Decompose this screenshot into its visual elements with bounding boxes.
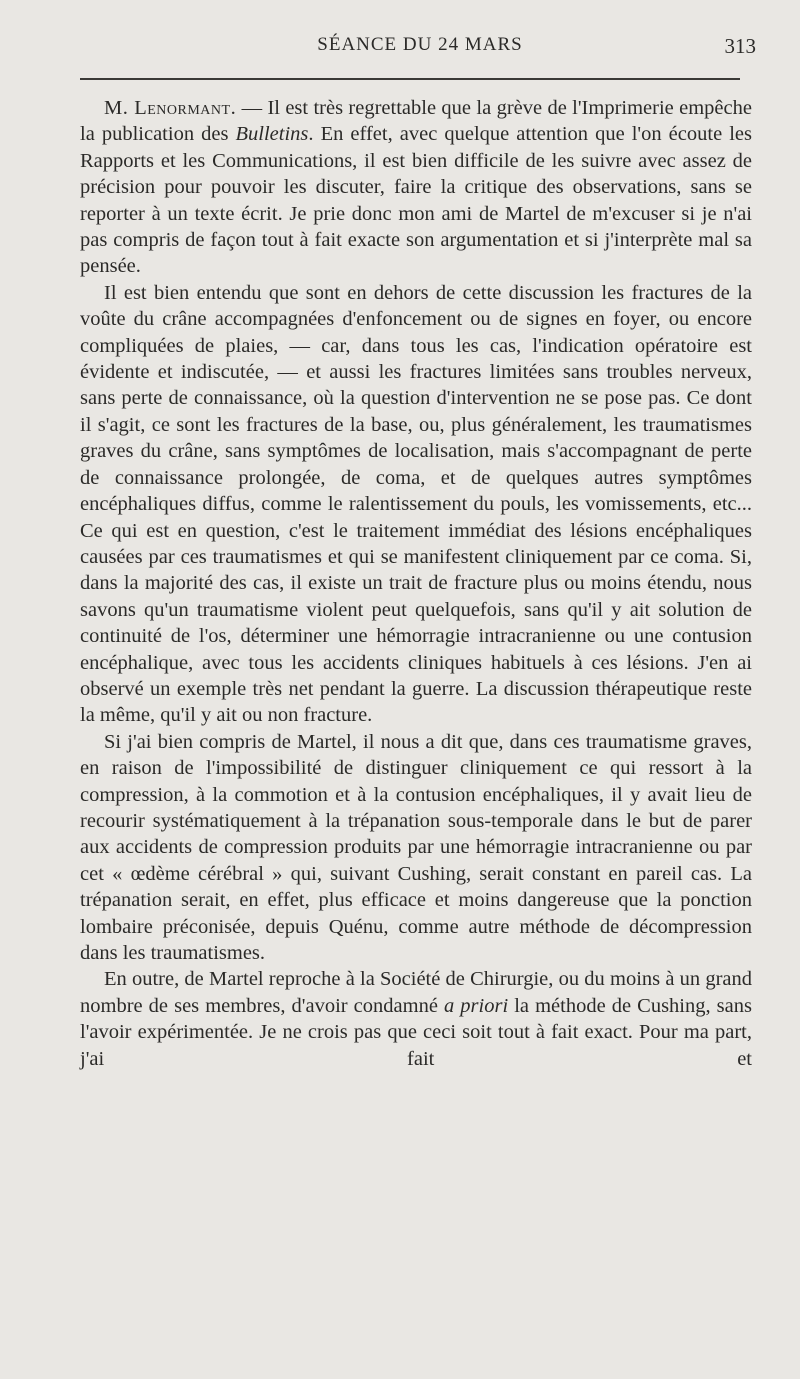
paragraph-1: [80, 95, 752, 280]
paragraph-1-text: — Il est très regrettable que la grève de l'Imprimerie empêche la publication des: [80, 97, 752, 146]
page-header: [80, 34, 760, 64]
paragraph-2: Il est bien entendu que sont en dehors de cette discussion les fractures de la voûte du crâne accompagnées d'enfoncement ou de signes en foyer, ou encore compliquées de plaies, — car, dans tous les cas, l'indication opératoire est évidente et indiscutée, — et aussi les fractures limitées sans troubles nerveux, sans perte de connaissance, où la question d'intervention ne se pose pas. Ce dont il s'agit, ce sont les fractures de la base, ou, plus généralement, les traumatismes graves du crâne, sans symptômes de localisation, mais s'accompagnant de perte de connaissance prolongée, de coma, et de quelques autres symptômes encéphaliques diffus, comme le ralentissement du pouls, les vomissements, etc... Ce qui est en question, c'est le traitement immédiat des lésions encéphaliques causées par ces traumatismes et qui se manifestent cliniquement par ce coma. Si, dans la majorité des cas, il existe un trait de fracture plus ou moins étendu, nous savons qu'un traumatisme violent peut quelquefois, sans qu'il y ait solution de continuité de l'os, déterminer une hémorragie intracranienne ou une contusion encéphalique, avec tous les accidents cliniques habituels à ces lésions. J'en ai observé un exemple très net pendant la guerre. La discussion thérapeutique reste la même, qu'il y ait ou non fracture.: [80, 281, 752, 727]
paragraph-3: Si j'ai bien compris de Martel, il nous a dit que, dans ces traumatisme graves, en raison de l'impossibilité de distinguer cliniquement ce qui ressort à la compression, à la commotion et à la contusion encéphaliques, il y avait lieu de recourir systématiquement à la trépanation sous-temporale dans le but de parer aux accidents de compression produits par une hémorragie intracranienne ou par cet « œdème cérébral » qui, suivant Cushing, serait constant en pareil cas. La trépanation serait, en effet, plus efficace et moins dangereuse que la ponction lombaire préconisée, depuis Quénu, comme autre méthode de décompression dans les traumatismes.: [80, 730, 752, 964]
speaker-name: M. Lenormant.: [104, 97, 237, 119]
running-title: SÉANCE DU 24 MARS: [317, 34, 523, 55]
body-text: [80, 95, 752, 1072]
paragraph-4-text-before: En outre, de Martel reproche à la Société de Chirurgie, ou du moins à un grand nombre de ses membres, d'avoir condamné: [80, 968, 752, 1017]
page-number: 313: [724, 34, 756, 58]
paragraph-1-text-after: . En effet, avec quelque attention que l'on écoute les Rapports et les Communications, il est bien difficile de les suivre avec assez de précision pour pouvoir les discuter, faire la critique des observations, sans se reporter à un texte écrit. Je prie donc mon ami de Martel de m'excuser si je n'ai pas compris de façon tout à fait exacte son argumentation et si j'interprète mal sa pensée.: [80, 123, 752, 278]
paragraph-4-text: la méthode de Cushing, sans l'avoir expérimentée. Je ne crois pas que ceci soit tout à fait exact. Pour ma part, j'ai fait et: [80, 994, 752, 1070]
bulletins-italic: Bulletins: [235, 123, 309, 146]
a-priori-italic: a priori: [443, 994, 509, 1017]
header-rule: [80, 78, 740, 80]
paragraph-4: [80, 966, 752, 1072]
